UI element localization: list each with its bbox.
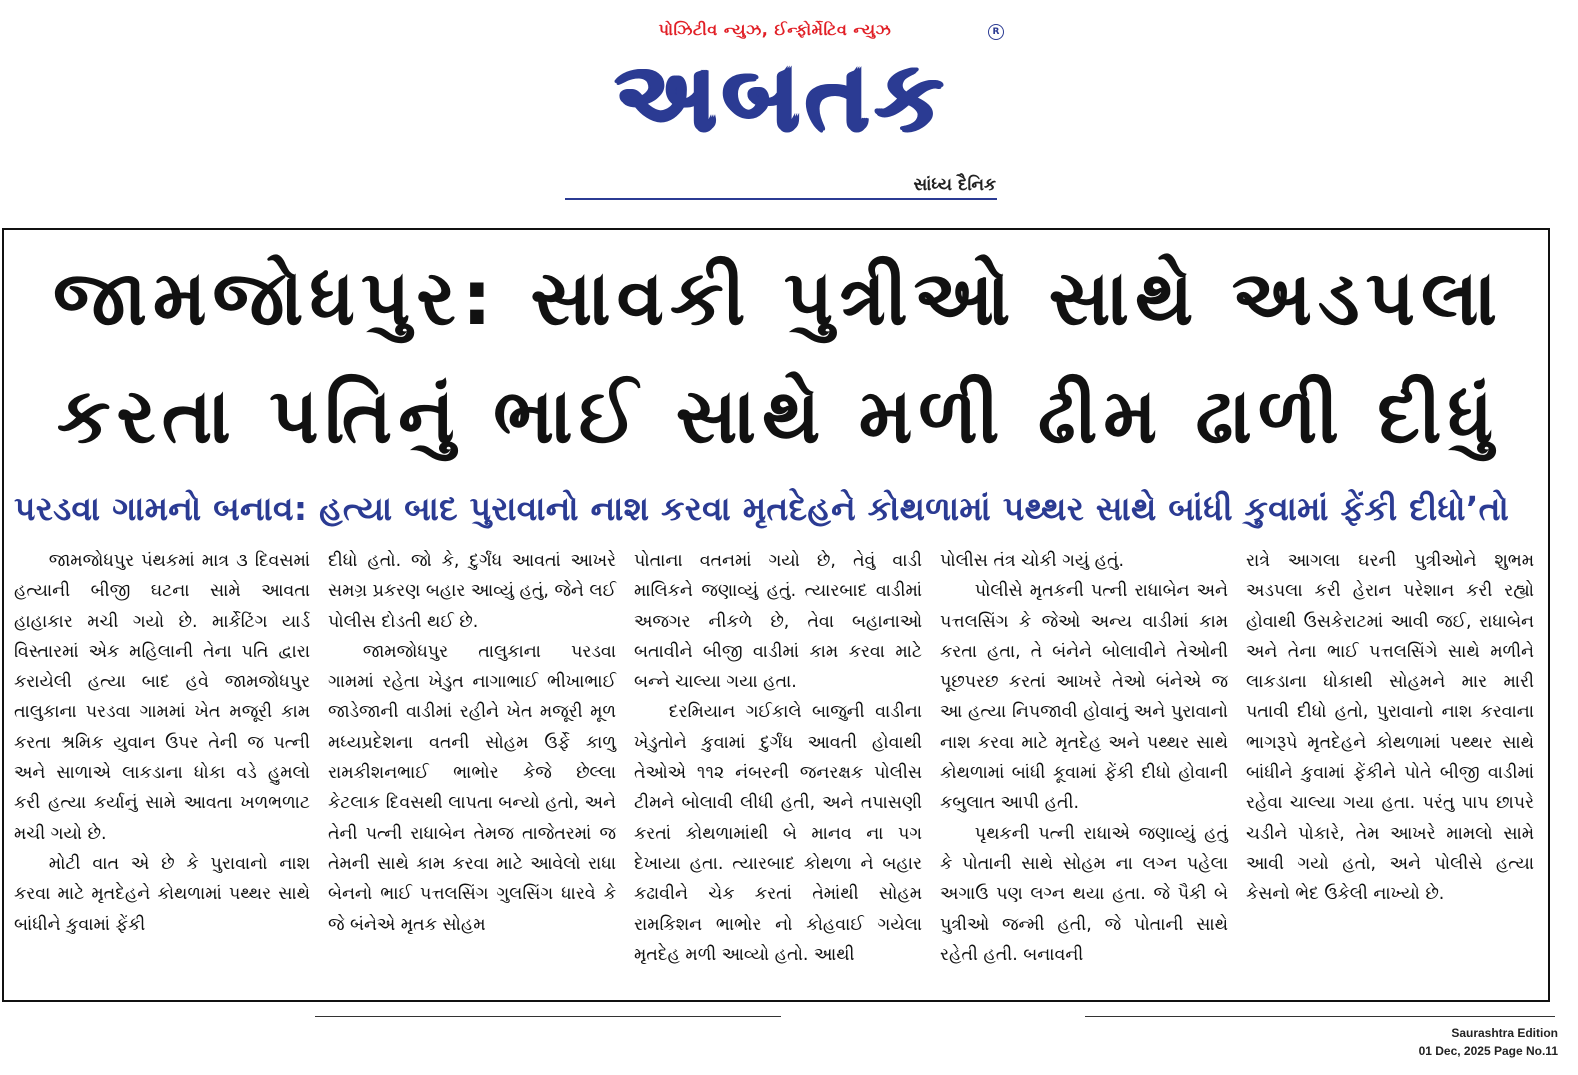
edition-name: Saurashtra Edition	[1451, 1026, 1558, 1040]
headline-line-2: કરતા પતિનું ભાઈ સાથે મળી ઢીમ ઢાળી દીધું	[56, 371, 1500, 460]
article-column-3	[624, 546, 930, 998]
registered-mark-icon: R	[988, 24, 1004, 40]
footer-rule-left	[315, 1016, 781, 1017]
paragraph: રાત્રે આગલા ઘરની પુત્રીઓને શુભમ અડપલા કરી હેરાન પરેશાન કરી રહ્યો હોવાથી ઉસકેરાટમાં આવી જઈ, રાધાબેન અને તેના ભાઈ પત્તલસિંગે સાથે મળીને લાકડાના ધોકાથી સોહમને માર મારી પતાવી દીધો હતો, પુરાવાનો નાશ કરવાના ભાગરૂપે મૃતદેહને કોથળામાં પથ્થર સાથે બાંધીને કુવામાં ફેંકીને પોતે બીજી વાડીમાં રહેવા ચાલ્યા ગયા હતા. પરંતુ પાપ છાપરે ચડીને પોકારે, તેમ આખરે મામલો સામે આવી ગયો હતો, અને પોલીસે હત્યા કેસનો ભેદ ઉકેલી નાખ્યો છે.	[1246, 551, 1534, 905]
paragraph: પોલીસે મૃતકની પત્ની રાધાબેન અને પત્તલસિંગ કે જેઓ અન્ય વાડીમાં કામ કરતા હતા, તે બંનેને બોલાવીને તેઓની પૂછપરછ કરતાં આખરે તેઓ બંનેએ જ આ હત્યા નિપજાવી હોવાનું અને પુરાવાનો નાશ કરવા માટે મૃતદેહ અને પથ્થર સાથે કોથળામાં બાંધી કૂવામાં ફેંકી દીધો હોવાની કબુલાત આપી હતી.	[940, 581, 1228, 814]
paragraph: જામજોધપુર તાલુકાના પરડવા ગામમાં રહેતા ખેડુત નાગાભાઈ ભીખાભાઈ જાડેજાની વાડીમાં રહીને ખેત મજૂરી મૂળ મધ્યપ્રદેશના વતની સોહમ ઉર્ફે કાળુ રામકીશનભાઈ ભાભોર કેજે છેલ્લા કેટલાક દિવસથી લાપતા બન્યો હતો, અને તેની પત્ની રાધાબેન તેમજ તાજેતરમાં જ તેમની સાથે કામ કરવા માટે આવેલો રાધા બેનનો ભાઈ પત્તલસિંગ ગુલસિંગ ધારવે કે જે બંનેએ મૃતક સોહમ	[328, 641, 616, 935]
masthead-underline	[565, 198, 997, 200]
sub-headline: પરડવા ગામનો બનાવ: હત્યા બાદ પુરાવાનો નાશ કરવા મૃતદેહને કોથળામાં પથ્થર સાથે બાંધી કુવામાં ફેંકી દીધો’તો	[14, 489, 1510, 528]
masthead-subbrand: સાંધ્ય દૈનિક	[913, 175, 996, 195]
masthead	[0, 0, 1578, 230]
article-column-1	[12, 546, 318, 998]
masthead-tagline: પોઝિટીવ ન્યુઝ, ઈન્ફોર્મેટિવ ન્યુઝ	[658, 20, 892, 39]
paragraph: દરમિયાન ગઈકાલે બાજુની વાડીના ખેડુતોને કુવામાં દુર્ગંધ આવતી હોવાથી તેઓએ ૧૧૨ નંબરની જનરક્ષક પોલીસ ટીમને બોલાવી લીધી હતી, અને તપાસણી કરતાં કોથળામાંથી બે માનવ ના પગ દેખાયા હતા. ત્યારબાદ કોથળા ને બહાર કઢાવીને ચેક કરતાં તેમાંથી સોહમ રામકિશન ભાભોર નો કોહવાઈ ગયેલા મૃતદેહ મળી આવ્યો હતો. આથી	[634, 702, 922, 965]
paragraph: પોતાના વતનમાં ગયો છે, તેવું વાડી માલિકને જણાવ્યું હતું. ત્યારબાદ વાડીમાં અજગર નીકળે છે, તેવા બહાનાઓ બતાવીને બીજી વાડીમાં કામ કરવા માટે બન્ને ચાલ્યા ગયા હતા.	[634, 551, 922, 693]
paragraph: જામજોધપુર પંથકમાં માત્ર ૩ દિવસમાં હત્યાની બીજી ઘટના સામે આવતા હાહાકાર મચી ગયો છે. માર્કેટિંગ યાર્ડ વિસ્તારમાં એક મહિલાની તેના પતિ દ્વારા કરાયેલી હત્યા બાદ હવે જામજોધપુર તાલુકાના પરડવા ગામમાં ખેત મજૂરી કામ કરતા શ્રમિક યુવાન ઉપર તેની જ પત્ની અને સાળાએ લાકડાના ધોકા વડે હુમલો કરી હત્યા કર્યાનું સામે આવતા ખળભળાટ મચી ગયો છે.	[14, 551, 310, 844]
headline-line-1: જામજોધપુર: સાવકી પુત્રીઓ સાથે અડપલા	[52, 253, 1504, 342]
edition-info	[1419, 1024, 1558, 1060]
article-column-2	[318, 546, 624, 998]
article-columns	[12, 546, 1544, 998]
paragraph: દીધો હતો. જો કે, દુર્ગંધ આવતાં આખરે સમગ્ર પ્રકરણ બહાર આવ્યું હતું, જેને લઈ પોલીસ દોડતી થઈ છે.	[328, 551, 616, 632]
edition-date-page: 01 Dec, 2025 Page No.11	[1418, 1044, 1558, 1058]
paragraph: મોટી વાત એ છે કે પુરાવાનો નાશ કરવા માટે મૃતદેહને કોથળામાં પથ્થર સાથે બાંધીને કુવામાં ફેંકી	[14, 853, 310, 935]
article-column-4	[930, 546, 1236, 998]
newspaper-logo: અબતક	[615, 40, 949, 152]
article-box	[2, 228, 1550, 1002]
paragraph: પૃથકની પત્ની રાધાએ જણાવ્યું હતું કે પોતાની સાથે સોહમ ના લગ્ન પહેલા અગાઉ પણ લગ્ન થયા હતા. જે પૈકી બે પુત્રીઓ જન્મી હતી, જે પોતાની સાથે રહેતી હતી. બનાવની	[940, 823, 1228, 965]
article-column-5	[1236, 546, 1542, 998]
paragraph: પોલીસ તંત્ર ચોકી ગયું હતું.	[940, 551, 1125, 571]
footer-rule-right	[1085, 1016, 1555, 1017]
